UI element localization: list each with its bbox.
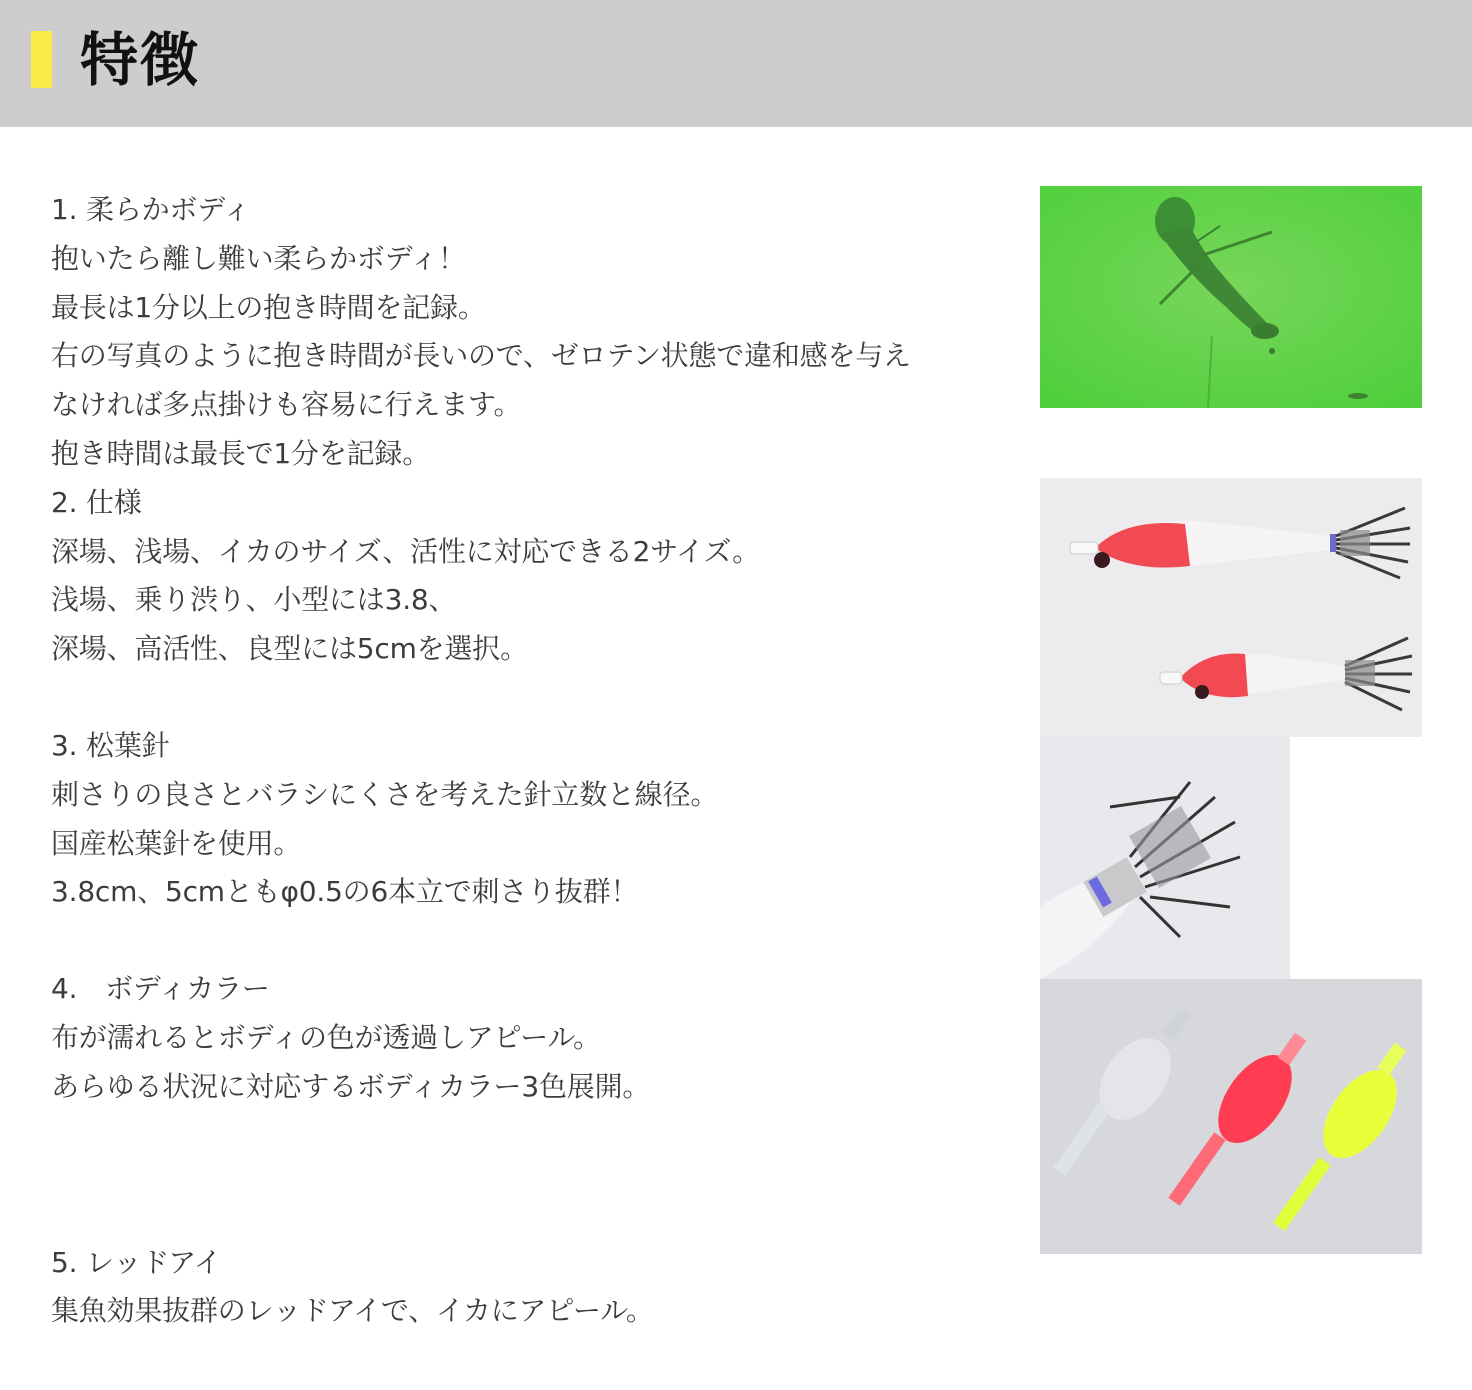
feature-text: 刺さりの良さとバラシにくさを考えた針立数と線径。 [51, 777, 719, 811]
spacer [51, 1112, 1026, 1239]
three-color-jig-bodies-photo [1040, 979, 1422, 1254]
feature-text: 抱き時間は最長で1分を記録。 [51, 436, 431, 470]
feature-text: 3.8cm、5cmともφ0.5の6本立で刺さり抜群！ [51, 875, 639, 909]
feature-heading: 4. ボディカラー [51, 972, 270, 1006]
squid-holding-jig-photo [1040, 186, 1422, 408]
feature-soft-body [51, 186, 1026, 479]
feature-heading: 5. レッドアイ [51, 1245, 222, 1279]
feature-text: 深場、浅場、イカのサイズ、活性に対応できる2サイズ。 [51, 534, 760, 568]
section-header [0, 0, 1472, 127]
feature-text: 集魚効果抜群のレッドアイで、イカにアピール。 [51, 1294, 654, 1328]
feature-text: 国産松葉針を使用。 [51, 826, 302, 860]
feature-text: 最長は1分以上の抱き時間を記録。 [51, 290, 486, 324]
pine-needle-hook-closeup-photo [1040, 737, 1290, 979]
two-red-white-squid-jigs-photo [1040, 478, 1422, 737]
feature-text: 浅場、乗り渋り、小型には3.8、 [51, 583, 457, 617]
feature-red-eye [51, 1239, 1026, 1337]
feature-hooks [51, 722, 1026, 917]
feature-heading: 2. 仕様 [51, 485, 142, 519]
feature-text: 抱いたら離し難い柔らかボディ！ [51, 241, 466, 275]
feature-text: 右の写真のように抱き時間が長いので、ゼロテン状態で違和感を与え [51, 339, 911, 373]
feature-list [51, 186, 1026, 1336]
feature-text: あらゆる状況に対応するボディカラー3色展開。 [51, 1069, 651, 1103]
feature-heading: 1. 柔らかボディ [51, 193, 251, 226]
feature-spec [51, 479, 1026, 674]
feature-body-color [51, 965, 1026, 1111]
feature-text: なければ多点掛けも容易に行えます。 [51, 388, 522, 422]
feature-text: 布が濡れるとボディの色が透過しアピール。 [51, 1020, 601, 1054]
section-title: 特徴 [80, 26, 201, 94]
spacer [51, 674, 1026, 722]
feature-text: 深場、高活性、良型には5cmを選択。 [51, 632, 528, 666]
header-accent-bar [31, 31, 52, 88]
spacer [51, 917, 1026, 965]
feature-heading: 3. 松葉針 [51, 728, 170, 762]
